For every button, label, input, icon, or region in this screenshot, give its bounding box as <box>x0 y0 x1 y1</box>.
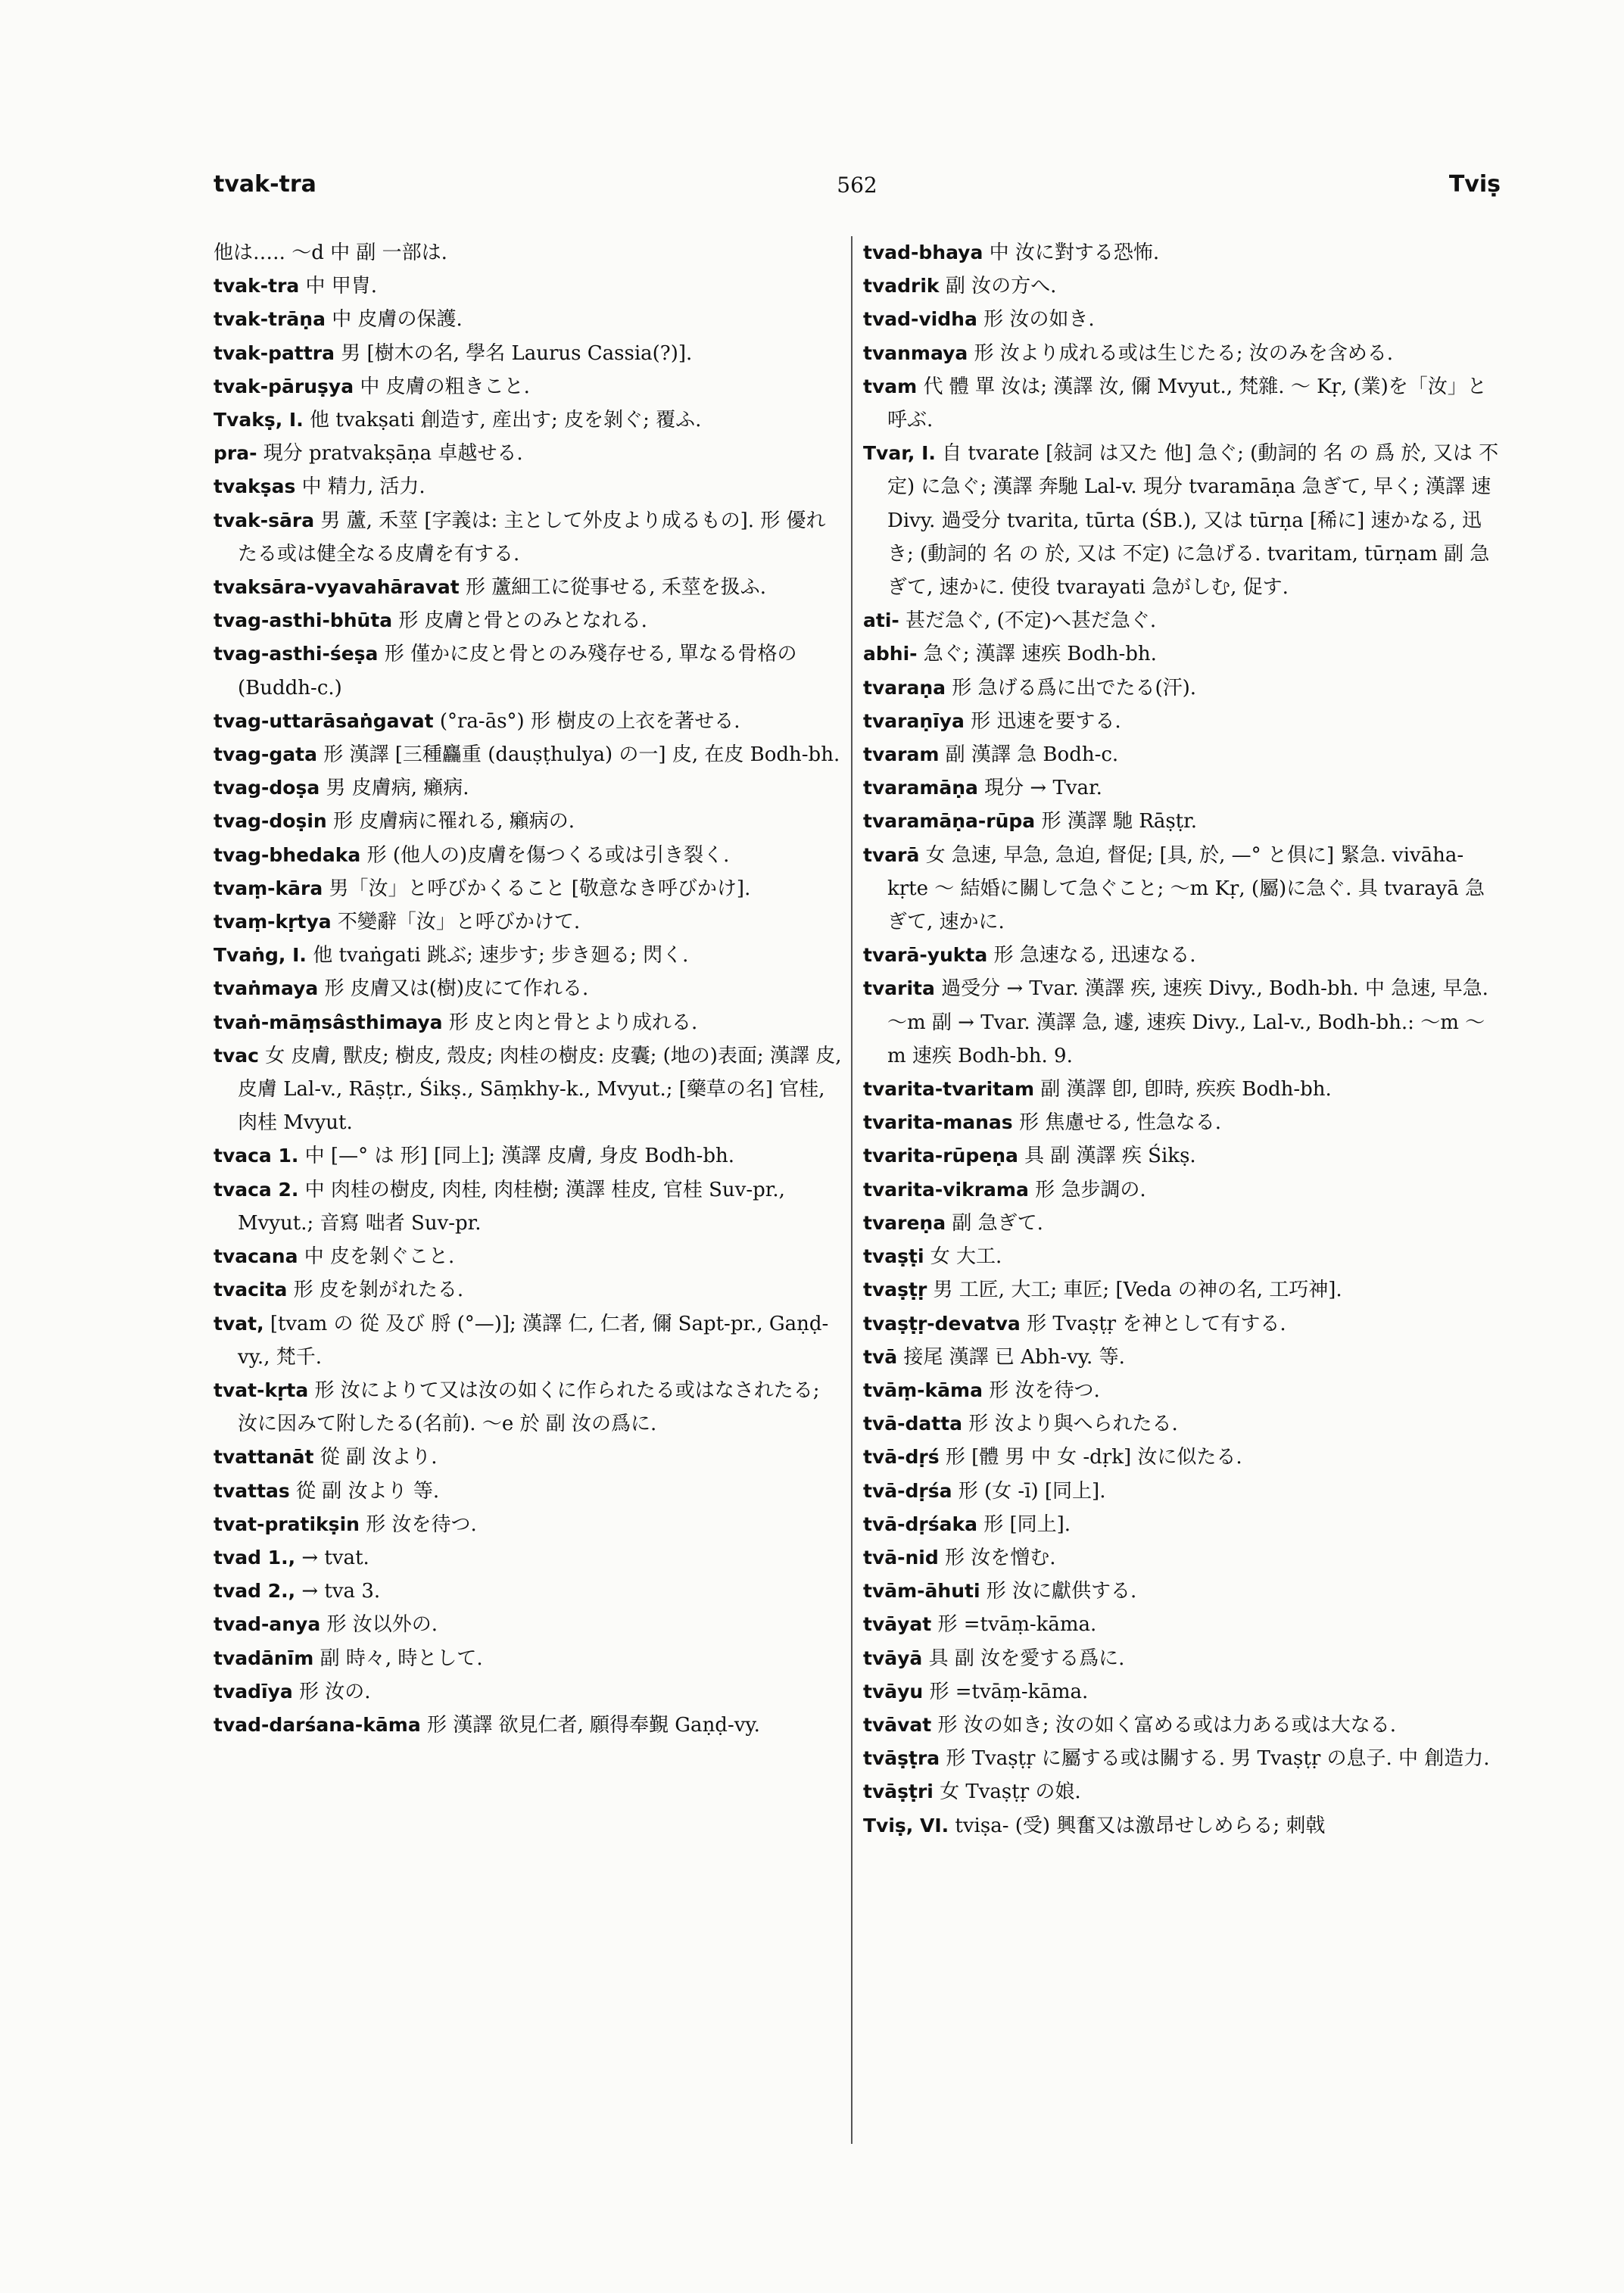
entry-definition: 副 急ぎて. <box>952 1211 1043 1235</box>
entry-headword: tvā <box>863 1345 898 1368</box>
entry-definition: 形 [體 男 中 女 -dṛk] 汝に似たる. <box>945 1446 1242 1469</box>
entry-headword: tvacita <box>214 1279 288 1301</box>
entry-headword: tvadīya <box>214 1680 293 1703</box>
entry-headword: tvad-vidha <box>863 308 977 331</box>
dictionary-entry <box>214 1608 842 1641</box>
entry-definition: 女 Tvaṣṭṛ の娘. <box>940 1781 1081 1804</box>
entry-headword: tvag-doṣin <box>214 810 327 833</box>
entry-headword: tvad-bhaya <box>863 241 983 263</box>
entry-definition: 形 皮を剝がれたる. <box>293 1279 464 1302</box>
dictionary-entry <box>863 671 1501 705</box>
dictionary-entry <box>863 1341 1501 1374</box>
entry-definition: 具 副 汝を愛する爲に. <box>928 1647 1125 1670</box>
dictionary-entry <box>214 1475 842 1508</box>
entry-headword: tvad-anya <box>214 1613 321 1636</box>
dictionary-entry <box>863 1809 1501 1843</box>
entry-headword: tvarita-tvaritam <box>863 1078 1035 1101</box>
entry-definition: 男 工匠, 大工; 車匠; [Veda の神の名, 工巧神]. <box>933 1279 1342 1302</box>
dictionary-entry <box>863 1407 1501 1441</box>
left-column <box>214 236 842 2182</box>
entry-headword: tvat, <box>214 1312 264 1335</box>
dictionary-entry <box>863 805 1501 838</box>
dictionary-entry <box>214 972 842 1005</box>
dictionary-entry <box>214 939 842 972</box>
dictionary-entry <box>214 1307 842 1374</box>
dictionary-entry <box>214 1374 842 1441</box>
entry-headword: tvā-dṛśaka <box>863 1513 977 1535</box>
dictionary-entry <box>863 1709 1501 1742</box>
dictionary-entry <box>863 1541 1501 1575</box>
entry-headword: tvadrik <box>863 275 940 298</box>
entry-headword: tvāyat <box>863 1613 932 1636</box>
dictionary-entry <box>214 1273 842 1307</box>
entry-definition: 形 [同上]. <box>983 1513 1071 1536</box>
entry-headword: tvaṃ-kāra <box>214 877 323 899</box>
dictionary-entry <box>214 269 842 303</box>
dictionary-entry <box>863 1441 1501 1474</box>
dictionary-entry <box>214 437 842 470</box>
entry-definition: 形 汝を待つ. <box>989 1379 1100 1402</box>
dictionary-entry <box>863 972 1501 1073</box>
entry-definition: 副 漢譯 卽, 卽時, 疾疾 Bodh-bh. <box>1040 1078 1332 1101</box>
dictionary-entry <box>863 1307 1501 1341</box>
entry-definition: 男「汝」と呼びかくること [敬意なき呼びかけ]. <box>329 877 751 900</box>
dictionary-entry <box>214 337 842 370</box>
entry-definition: 女 急速, 早急, 急迫, 督促; [具, 於, —° と倶に] 緊急. vivāha-kṛte 〜 結婚に關して急ぐこと; 〜m Kṛ, (屬)に急ぐ. 具 tvarayā 急ぎて, 速かに. <box>887 843 1485 934</box>
entry-definition: 形 汝より成れる或は生じたる; 汝のみを含める. <box>974 341 1394 365</box>
dictionary-entry <box>863 1508 1501 1541</box>
entry-headword: tvāṣṭri <box>863 1781 934 1803</box>
entry-definition: 形 汝によりて又は汝の如くに作られたる或はなされたる; 汝に因みて附したる(名前). 〜e 於 副 汝の爲に. <box>238 1379 820 1436</box>
entry-definition: 不變辭「汝」と呼びかけて. <box>337 911 581 934</box>
entry-headword: tvaramāṇa-rūpa <box>863 810 1036 833</box>
entry-headword: abhi- <box>863 643 918 665</box>
header-left-guideword: tvak-tra <box>214 171 316 198</box>
entry-headword: tvattanāt <box>214 1446 314 1469</box>
dictionary-entry <box>863 236 1501 269</box>
entry-headword: tvag-gata <box>214 743 317 766</box>
entry-definition: 過受分 → Tvar. 漢譯 疾, 速疾 Divy., Bodh-bh. 中 急速, 早急. 〜m 副 → Tvar. 漢譯 急, 遽, 速疾 Divy., Lal-v., Bodh-bh.: 〜m 〜m 速疾 Bodh-bh. 9. <box>887 977 1488 1067</box>
dictionary-entry <box>863 269 1501 303</box>
entry-definition: 形 皮と肉と骨とより成れる. <box>448 1011 698 1034</box>
dictionary-entry <box>214 403 842 437</box>
entry-headword: tvaṣṭi <box>863 1245 924 1268</box>
entry-headword: tvak-tra <box>214 275 300 298</box>
dictionary-entry <box>863 1139 1501 1173</box>
entry-definition: 形 皮膚病に罹れる, 癩病の. <box>332 810 575 833</box>
dictionary-entry <box>214 1240 842 1273</box>
entry-headword: tvadānīm <box>214 1647 314 1669</box>
entry-definition: 從 副 汝より. <box>320 1446 438 1469</box>
entry-headword: tvad 1., <box>214 1546 296 1569</box>
dictionary-entry <box>863 1073 1501 1106</box>
entry-headword: tvakṣas <box>214 475 296 498</box>
entry-definition: 中 汝に對する恐怖. <box>989 241 1160 264</box>
entry-definition: 形 焦慮せる, 性急なる. <box>1018 1111 1222 1135</box>
entry-definition: 形 蘆細工に從事せる, 禾莖を扱ふ. <box>465 576 767 600</box>
entry-headword: tvaṣṭṛ-devatva <box>863 1312 1021 1335</box>
entry-headword: tvāvat <box>863 1713 932 1736</box>
dictionary-entry <box>863 637 1501 671</box>
dictionary-entry <box>863 370 1501 437</box>
entry-headword: ati- <box>863 609 899 632</box>
entry-headword: tvag-asthi-bhūta <box>214 609 393 632</box>
entry-definition: 形 汝を憎む. <box>945 1546 1056 1569</box>
entry-headword: tvaram <box>863 743 940 766</box>
dictionary-entry <box>214 236 842 269</box>
entry-headword: tvacana <box>214 1245 298 1268</box>
entry-headword: pra- <box>214 442 257 465</box>
entry-definition: 形 急げる爲に出でたる(汗). <box>952 676 1197 699</box>
dictionary-entry <box>863 604 1501 637</box>
entry-headword: tvāyu <box>863 1680 924 1703</box>
entry-definition: (°ra-ās°) 形 樹皮の上衣を著せる. <box>439 709 740 733</box>
entry-headword: tvām-āhuti <box>863 1580 980 1603</box>
entry-definition: 女 皮膚, 獸皮; 樹皮, 殼皮; 肉桂の樹皮: 皮囊; (地の)表面; 漢譯 皮, 皮膚 Lal-v., Rāṣṭr., Śikṣ., Sāṃkhy-k., Mvyut.; [藥草の名] 官桂, 肉桂 Mvyut. <box>238 1044 842 1135</box>
entry-definition: 形 急步調の. <box>1035 1178 1146 1201</box>
entry-definition: 男 [樹木の名, 學名 Laurus Cassia(?)]. <box>341 341 693 365</box>
entry-definition: → tvat. <box>301 1546 369 1569</box>
entry-headword: tvag-asthi-śeṣa <box>214 643 379 665</box>
entry-definition: 形 =tvāṃ-kāma. <box>929 1680 1089 1703</box>
entry-definition: 中 皮を剝ぐこと. <box>304 1245 455 1269</box>
entry-definition: 中 精力, 活力. <box>301 475 425 499</box>
entry-definition: 女 大工. <box>930 1245 1002 1269</box>
dictionary-entry <box>863 1240 1501 1273</box>
entry-headword: tvad-darśana-kāma <box>214 1713 421 1736</box>
dictionary-entry <box>214 637 842 704</box>
entry-headword: tvaraṇa <box>863 676 946 699</box>
dictionary-entry <box>863 1207 1501 1240</box>
entry-definition: 形 Tvaṣṭṛ を神として有する. <box>1027 1312 1286 1335</box>
entry-headword: tvareṇa <box>863 1211 946 1234</box>
entry-headword: tvā-nid <box>863 1546 939 1569</box>
entry-headword: tvaṃ-kṛtya <box>214 911 332 933</box>
right-column <box>863 236 1501 2182</box>
entry-headword: tvac <box>214 1044 259 1067</box>
dictionary-entry <box>863 303 1501 336</box>
entry-headword: tvak-sāra <box>214 509 315 531</box>
entry-definition: → tva 3. <box>301 1580 381 1603</box>
dictionary-entry <box>863 1475 1501 1508</box>
dictionary-entry <box>863 771 1501 805</box>
dictionary-entry <box>214 504 842 571</box>
entry-definition: 中 肉桂の樹皮, 肉桂, 肉桂樹; 漢譯 桂皮, 官桂 Suv-pr., Mvyut.; 音寫 咄者 Suv-pr. <box>238 1178 785 1235</box>
entry-headword: tvā-datta <box>863 1413 963 1435</box>
dictionary-entry <box>863 1675 1501 1709</box>
dictionary-entry <box>863 1775 1501 1809</box>
entry-headword: tvarita-rūpeṇa <box>863 1145 1018 1167</box>
dictionary-entry <box>214 738 842 771</box>
entry-headword: Tvakṣ, I. <box>214 409 304 431</box>
entry-headword: tvat-kṛta <box>214 1379 309 1401</box>
entry-definition: 形 汝以外の. <box>326 1613 438 1637</box>
dictionary-entry <box>863 437 1501 604</box>
entry-definition: 中 皮膚の保護. <box>332 308 463 332</box>
entry-headword: tvarā <box>863 843 920 866</box>
dictionary-entry <box>214 705 842 738</box>
entry-definition: 代 體 單 汝は; 漢譯 汝, 儞 Mvyut., 梵雜. 〜 Kṛ, (業)を「汝」と呼ぶ. <box>887 375 1487 432</box>
column-divider <box>851 236 853 2144</box>
entry-definition: 形 急速なる, 迅速なる. <box>993 944 1196 967</box>
dictionary-entry <box>214 771 842 805</box>
dictionary-entry <box>863 1608 1501 1641</box>
entry-headword: tvak-pāruṣya <box>214 375 354 397</box>
entry-definition: 形 汝に獻供する. <box>986 1580 1137 1603</box>
entry-definition: 男 皮膚病, 癩病. <box>326 777 469 800</box>
entry-definition: 形 迅速を要する. <box>971 709 1121 733</box>
entry-definition: 形 Tvaṣṭṛ に屬する或は關する. 男 Tvaṣṭṛ の息子. 中 創造力. <box>946 1747 1490 1771</box>
entry-definition: 從 副 汝より 等. <box>296 1479 440 1503</box>
entry-definition: 形 僅かに皮と骨とのみ殘存せる, 單なる骨格の (Buddh-c.) <box>238 643 797 699</box>
entry-headword: tvag-doṣa <box>214 777 320 799</box>
entry-headword: tvat-pratikṣin <box>214 1513 360 1535</box>
entry-definition: 形 汝より與へられたる. <box>968 1413 1178 1436</box>
dictionary-entry <box>863 939 1501 972</box>
entry-definition: 形 皮膚又は(樹)皮にて作れる. <box>324 977 589 1001</box>
entry-definition: 形 漢譯 [三種麤重 (dauṣṭhulya) の一] 皮, 在皮 Bodh-bh. <box>323 743 840 767</box>
entry-headword: tvanmaya <box>863 341 968 364</box>
dictionary-entry <box>214 1575 842 1608</box>
dictionary-entry <box>214 1173 842 1240</box>
entry-definition: 形 (女 -ī) [同上]. <box>958 1479 1106 1503</box>
dictionary-entry <box>214 571 842 604</box>
entry-definition: 甚だ急ぐ, (不定)へ甚だ急ぐ. <box>906 609 1157 633</box>
entry-definition: [tvam の 從 及び 脟 (°—)]; 漢譯 仁, 仁者, 儞 Sapt-pr., Gaṇḍ-vy., 梵千. <box>238 1312 829 1369</box>
entry-headword: tvad 2., <box>214 1580 296 1603</box>
entry-headword: tvak-trāṇa <box>214 308 326 331</box>
dictionary-entry <box>214 1675 842 1709</box>
entry-headword: tvā-dṛś <box>863 1446 940 1469</box>
entry-definition: 形 漢譯 欲見仁者, 願得奉覲 Gaṇḍ-vy. <box>426 1713 760 1737</box>
dictionary-entry <box>863 738 1501 771</box>
dictionary-entry <box>863 1106 1501 1139</box>
entry-definition: 形 (他人の)皮膚を傷つくる或は引き裂く. <box>366 843 730 867</box>
dictionary-entry <box>214 370 842 403</box>
entry-headword: tvag-uttarāsaṅgavat <box>214 709 434 732</box>
dictionary-entry <box>863 1642 1501 1675</box>
entry-definition: 現分 → Tvar. <box>984 777 1102 800</box>
entry-headword: tvaksāra-vyavahāravat <box>214 576 460 599</box>
entry-headword: tvaṣṭṛ <box>863 1279 927 1301</box>
entry-headword: tvaṅ-māṃsâsthimaya <box>214 1011 443 1033</box>
dictionary-entry <box>214 1508 842 1541</box>
entry-headword: tvāyā <box>863 1647 923 1669</box>
dictionary-entry <box>863 1273 1501 1307</box>
entry-headword: tvarita-manas <box>863 1111 1013 1134</box>
entry-headword: tvaraṇīya <box>863 709 965 732</box>
entry-definition: 現分 pratvakṣāṇa 卓越せる. <box>263 442 523 466</box>
dictionary-entry <box>863 337 1501 370</box>
entry-headword: tvaca 2. <box>214 1178 299 1201</box>
entry-definition: 他 tvakṣati 創造す, 産出す; 皮を剝ぐ; 覆ふ. <box>310 409 702 432</box>
entry-definition: tviṣa- (受) 興奮又は激昂せしめらる; 刺戟 <box>955 1814 1326 1837</box>
header-right-guideword: Tviṣ <box>1448 171 1501 198</box>
dictionary-entry <box>214 839 842 872</box>
entry-headword: Tvar, I. <box>863 442 936 465</box>
entry-definition: 副 汝の方へ. <box>945 275 1057 298</box>
entry-headword: tvarita-vikrama <box>863 1178 1029 1201</box>
entry-definition: 中 皮膚の粗きこと. <box>360 375 530 398</box>
entry-headword: tvāṃ-kāma <box>863 1379 983 1401</box>
entry-definition: 形 漢譯 馳 Rāṣṭr. <box>1041 810 1197 833</box>
dictionary-entry <box>214 905 842 939</box>
entry-definition: 具 副 漢譯 疾 Śikṣ. <box>1024 1145 1196 1168</box>
entry-definition: 形 汝の如き; 汝の如く富める或は力ある或は大なる. <box>937 1713 1397 1737</box>
dictionary-entry <box>214 1709 842 1742</box>
entry-definition: 男 蘆, 禾莖 [字義は: 主として外皮より成るもの]. 形 優れたる或は健全なる皮膚を有する. <box>238 509 826 565</box>
entry-definition: 急ぐ; 漢譯 速疾 Bodh-bh. <box>923 643 1157 666</box>
entry-definition: 副 時々, 時として. <box>320 1647 483 1670</box>
dictionary-entry <box>863 1575 1501 1608</box>
entry-definition: 形 皮膚と骨とのみとなれる. <box>398 609 647 633</box>
dictionary-entry <box>214 303 842 336</box>
entry-headword: tvak-pattra <box>214 341 335 364</box>
entry-definition: 形 汝を待つ. <box>366 1513 477 1536</box>
entry-definition: 形 =tvāṃ-kāma. <box>937 1613 1097 1637</box>
dictionary-entry <box>214 1642 842 1675</box>
entry-headword: tvaṅmaya <box>214 977 319 1000</box>
entry-definition: 中 [—° は 形] [同上]; 漢譯 皮膚, 身皮 Bodh-bh. <box>304 1145 734 1168</box>
dictionary-entry <box>214 470 842 503</box>
dictionary-entry <box>863 839 1501 939</box>
entry-definition: 自 tvarate [敍詞 は又た 他] 急ぐ; (動詞的 名 の 爲 於, 又は 不定) に急ぐ; 漢譯 奔馳 Lal-v. 現分 tvaramāṇa 急ぎて, 早く; 漢譯 速 Divy. 過受分 tvarita, tūrta (ŚB.), 又は tūrṇa [稀に] 速かなる, 迅き; (動詞的 名 の 於, 又は 不定) に急げる. tvaritam, tūrṇam 副 急ぎて, 速かに. 使役 tvarayati 急がしむ, 促す. <box>887 442 1499 600</box>
dictionary-entry <box>214 1039 842 1140</box>
entry-headword: Tviṣ, VI. <box>863 1814 949 1837</box>
entry-definition: 接尾 漢譯 已 Abh-vy. 等. <box>903 1345 1125 1369</box>
dictionary-entry <box>214 1139 842 1173</box>
dictionary-entry <box>863 1173 1501 1207</box>
entry-definition: 副 漢譯 急 Bodh-c. <box>945 743 1119 767</box>
dictionary-entry <box>863 1374 1501 1407</box>
entry-definition: 中 甲冑. <box>305 275 378 298</box>
entry-definition: 形 汝の. <box>299 1680 371 1703</box>
dictionary-entry <box>214 1006 842 1039</box>
entry-headword: tvag-bhedaka <box>214 843 361 866</box>
dictionary-entry <box>214 1541 842 1575</box>
entry-headword: tvam <box>863 375 918 397</box>
entry-definition: 形 汝の如き. <box>983 308 1095 332</box>
dictionary-entry <box>214 604 842 637</box>
entry-headword: tvā-dṛśa <box>863 1479 952 1502</box>
entry-headword: Tvaṅg, I. <box>214 944 307 967</box>
dictionary-entry <box>214 805 842 838</box>
page-header <box>214 171 1501 209</box>
dictionary-entry <box>214 1441 842 1474</box>
entry-headword: tvaramāṇa <box>863 777 978 799</box>
page-number: 562 <box>837 173 877 198</box>
dictionary-entry <box>863 1742 1501 1775</box>
entry-headword: tvarita <box>863 977 935 1000</box>
dictionary-entry <box>863 705 1501 738</box>
dictionary-entry <box>214 872 842 905</box>
entry-headword: tvaca 1. <box>214 1145 299 1167</box>
entry-headword: tvattas <box>214 1479 290 1502</box>
entry-headword: tvāṣṭra <box>863 1747 940 1770</box>
entry-headword: tvarā-yukta <box>863 944 988 967</box>
entry-definition: 他 tvaṅgati 跳ぶ; 速步す; 步き廻る; 閃く. <box>313 944 689 967</box>
entry-definition: 他は‥‥. 〜d 中 副 一部は. <box>214 241 447 264</box>
